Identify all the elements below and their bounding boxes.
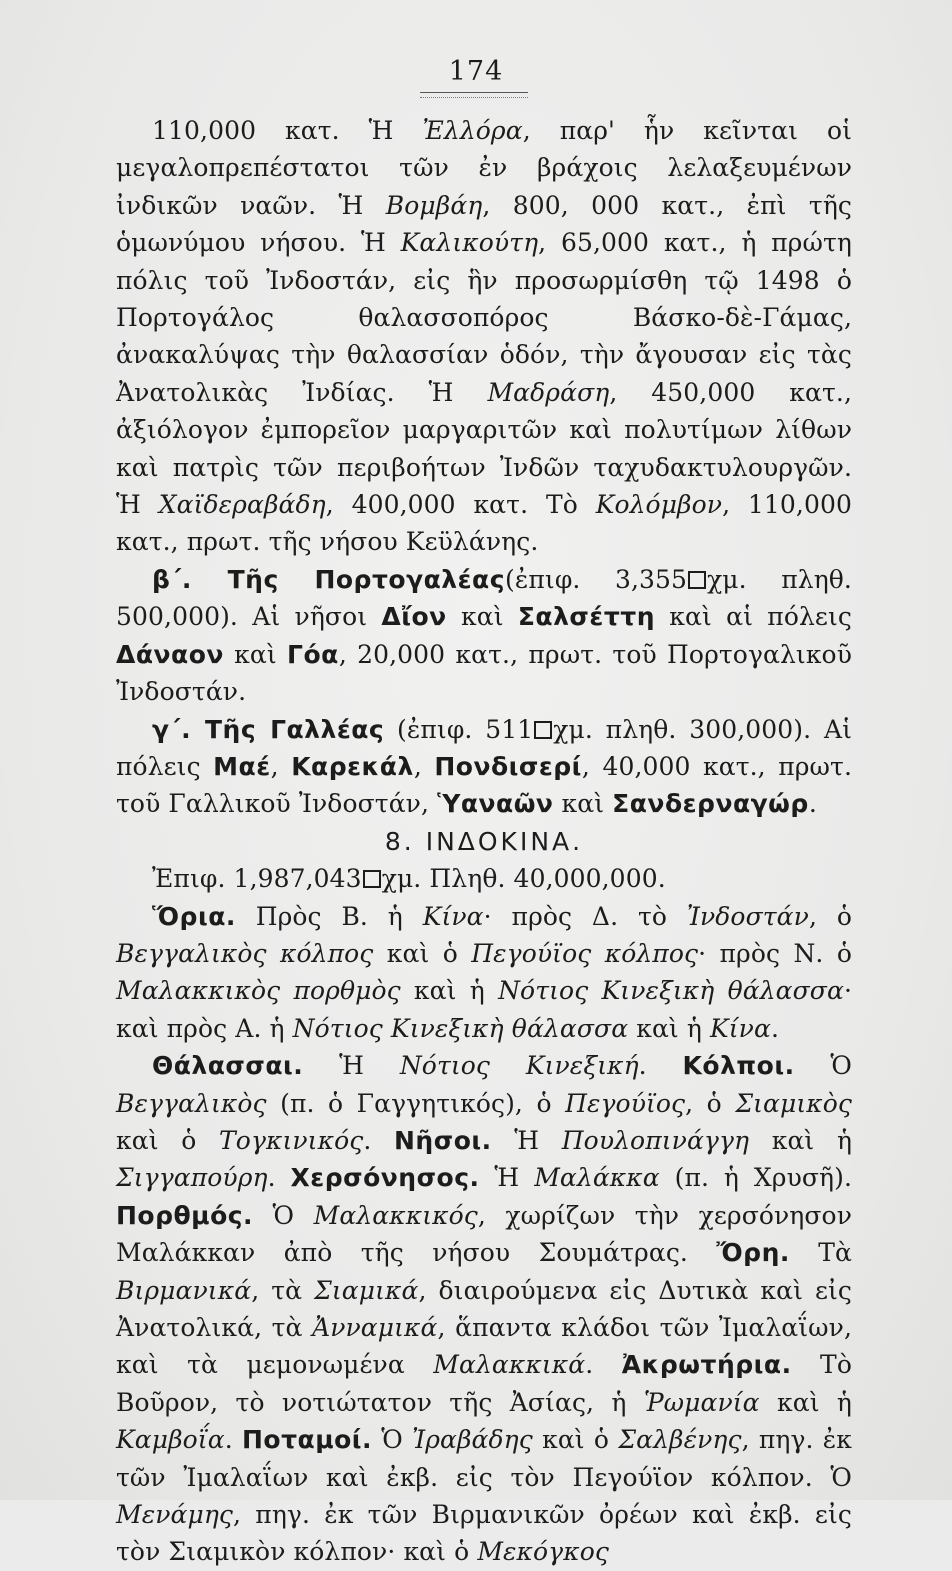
- bold-term: Σαλσέττη: [517, 602, 656, 632]
- paragraph-french-india: [116, 711, 852, 823]
- italic-place-name: Σαλβένης: [618, 1425, 742, 1455]
- italic-place-name: Κίνα: [422, 901, 484, 931]
- text-run: Τὸ Βοῦρον, τὸ νοτιώτατον τῆς Ἀσίας, ἡ: [116, 1350, 852, 1417]
- bold-term: Ὑαναῶν: [437, 789, 554, 819]
- bold-term: Γόα: [287, 639, 339, 669]
- text-run: χμ. Πληθ. 40,000,000.: [381, 864, 666, 894]
- paragraph-borders: [116, 898, 852, 1048]
- italic-place-name: Βεγγαλικὸς κόλπος: [116, 938, 374, 968]
- text-run: , διαιρούμενα εἰς Δυτικὰ καὶ εἰς Ἀνατολικά, τὰ: [116, 1275, 852, 1342]
- italic-place-name: Σιαμικὸς: [735, 1088, 852, 1118]
- text-run: , 20,000 κατ., πρωτ. τοῦ Πορτογαλικοῦ Ἰνδοστάν.: [116, 639, 852, 707]
- text-run: καὶ ἡ: [759, 1387, 852, 1417]
- bold-term: Πονδισερί: [434, 751, 582, 781]
- italic-place-name: Ἰνδοστάν: [686, 901, 809, 931]
- square-unit-icon: [534, 721, 552, 739]
- text-run: .: [224, 1425, 242, 1455]
- text-run: Ἡ: [491, 1125, 562, 1155]
- bold-term: Νῆσοι.: [394, 1125, 492, 1155]
- text-run: καὶ αἱ πόλεις: [655, 602, 852, 632]
- text-run: καὶ ὁ: [373, 938, 472, 968]
- italic-place-name: Μενάμης: [116, 1500, 234, 1530]
- bold-term: Πορθμός.: [116, 1200, 254, 1230]
- italic-place-name: Μαλακκικὸς πορθμὸς: [116, 976, 401, 1006]
- italic-place-name: Βομβάη: [385, 190, 483, 220]
- text-run: ,: [413, 751, 435, 781]
- bold-term: Καρεκάλ: [291, 751, 414, 781]
- text-run: Ἐπιφ. 1,987,043: [152, 864, 362, 894]
- italic-place-name: Μαλάκκα: [534, 1163, 660, 1193]
- bold-term: Κόλποι.: [682, 1051, 795, 1081]
- text-run: .: [808, 789, 817, 819]
- text-run: , παρ' ἧν κεῖνται οἱ μεγαλοπρεπέστατοι τῶν ἐν βράχοις λελαξευμένων ἰνδικῶν ναῶν. Ἡ: [116, 116, 852, 220]
- text-run: καὶ ἡ: [628, 1013, 710, 1043]
- bold-term: Δἴον: [381, 602, 447, 632]
- italic-place-name: Σιγγαπούρη: [116, 1163, 268, 1193]
- text-run: Ὁ: [253, 1200, 314, 1230]
- text-run: , 65,000 κατ., ἡ πρώτη πόλις τοῦ Ἰνδοστάν, εἰς ἣν προσωρμίσθη τῷ 1498 ὁ Πορτογάλος θαλασσοπόρος Βάσκο-δὲ-Γάμας, ἀνακαλύψας τὴν θαλασσίαν ὁδόν, τὴν ἄγουσαν εἰς τὰς Ἀνατολικὰς Ἰνδίας. Ἡ: [116, 228, 852, 407]
- text-run: , 450,000 κατ., ἀξιόλογον ἐμπορεῖον μαργαριτῶν καὶ πολυτίμων λίθων καὶ πατρὶς τῶν περιβοήτων Ἰνδῶν ταχυδακτυλουργῶν. Ἡ: [116, 377, 853, 520]
- bold-term: Ὄρη.: [716, 1238, 790, 1268]
- square-unit-icon: [363, 870, 381, 888]
- bold-term: Χερσόνησος.: [290, 1163, 480, 1193]
- italic-place-name: Σιαμικά: [314, 1275, 419, 1305]
- italic-place-name: Νότιος Κινεξικὴ θάλασσα: [498, 976, 844, 1006]
- italic-place-name: Νότιος Κινεξική: [399, 1051, 639, 1081]
- paragraph-portuguese-india: [116, 561, 852, 711]
- text-run: , ὁ: [808, 901, 852, 931]
- text-run: καὶ: [446, 602, 518, 632]
- paragraph-indian-cities: [116, 112, 852, 561]
- text-run: · καὶ πρὸς Α. ἡ: [116, 976, 852, 1043]
- text-run: , ὁ: [685, 1088, 736, 1118]
- page-number-rule: [420, 92, 528, 98]
- paragraph-area-population: [116, 860, 852, 897]
- italic-place-name: Ῥωμανία: [643, 1387, 760, 1417]
- italic-place-name: Μαλακκικά: [433, 1350, 586, 1380]
- text-run: καὶ ὁ: [116, 1125, 220, 1155]
- text-run: καὶ ὁ: [532, 1425, 619, 1455]
- italic-place-name: Καλικούτη: [400, 228, 539, 258]
- italic-place-name: Μαδράση: [487, 377, 610, 407]
- page-body: [116, 112, 852, 1571]
- text-run: Ὁ: [372, 1425, 413, 1455]
- italic-place-name: Μαλακκικός: [313, 1200, 478, 1230]
- bold-term: Θάλασσαι.: [152, 1051, 304, 1081]
- italic-place-name: Ἰραβάδης: [412, 1425, 533, 1455]
- italic-place-name: Ἐλλόρα: [422, 116, 523, 145]
- text-run: , 800, 000 κατ., ἐπὶ τῆς ὁμωνύμου νήσου. Ἡ: [116, 190, 852, 258]
- section-heading: 8. ΙΝΔΟΚΙΝΑ.: [384, 826, 584, 856]
- italic-place-name: Πεγούϊος: [565, 1088, 686, 1118]
- text-run: (ἐπιφ. 3,355: [505, 564, 688, 594]
- text-run: , πηγ. ἐκ τῶν Ἰμαλαΐων καὶ ἐκβ. εἰς τὸν Πεγούϊον κόλπον. Ὁ: [116, 1425, 853, 1492]
- text-run: , πηγ. ἐκ τῶν Βιρμανικῶν ὀρέων καὶ ἐκβ. εἰς τὸν Σιαμικὸν κόλπον· καὶ ὁ: [116, 1500, 852, 1567]
- text-run: Ὁ: [794, 1051, 852, 1081]
- text-run: , 400,000 κατ. Τὸ: [325, 490, 596, 520]
- text-run: 110,000 κατ. Ἡ: [152, 116, 423, 145]
- text-run: .: [585, 1350, 622, 1380]
- italic-place-name: Κολόμβον: [595, 490, 723, 520]
- text-run: , τὰ: [251, 1275, 315, 1305]
- text-run: , χωρίζων τὴν χερσόνησον Μαλάκκαν ἀπὸ τῆς νήσου Σουμάτρας.: [116, 1200, 852, 1268]
- text-run: , 40,000 κατ., πρωτ. τοῦ Γαλλικοῦ Ἰνδοστάν,: [116, 751, 853, 819]
- text-run: .: [770, 1013, 780, 1043]
- text-run: Πρὸς Β. ἡ: [235, 901, 423, 931]
- bold-term: Ὅρια.: [152, 901, 236, 931]
- italic-place-name: Πεγούϊος κόλπος: [471, 938, 699, 968]
- text-run: .: [267, 1163, 291, 1193]
- text-run: Ἡ: [303, 1051, 400, 1081]
- text-run: (ἐπιφ. 511: [384, 714, 534, 744]
- text-run: .: [638, 1051, 683, 1081]
- italic-place-name: Πουλοπινάγγη: [561, 1125, 750, 1155]
- text-run: · πρὸς Ν. ὁ: [698, 938, 852, 968]
- italic-place-name: Βεγγαλικὸς: [116, 1088, 267, 1118]
- page-number: 174: [448, 56, 504, 87]
- text-run: Τὰ: [789, 1238, 852, 1268]
- italic-place-name: Χαϊδεραβάδη: [158, 490, 326, 520]
- text-run: , 110,000 κατ., πρωτ. τῆς νήσου Κεϋλάνης.: [116, 490, 852, 557]
- italic-place-name: Νότιος Κινεξικὴ θάλασσα: [292, 1013, 629, 1043]
- text-run: καὶ ἡ: [749, 1125, 853, 1155]
- bold-term: γ΄. Τῆς Γαλλέας: [152, 714, 385, 744]
- italic-place-name: Κίνα: [710, 1013, 771, 1043]
- text-run: .: [363, 1125, 394, 1155]
- text-run: ,: [270, 751, 292, 781]
- text-run: Ἡ: [479, 1163, 535, 1193]
- text-run: χμ. πληθ. 300,000). Αἱ πόλεις: [116, 714, 853, 781]
- bold-term: Μαέ: [213, 751, 271, 781]
- text-run: χμ. πληθ. 500,000). Αἱ νῆσοι: [116, 564, 852, 632]
- text-run: καὶ: [553, 789, 613, 819]
- bold-term: Ἀκρωτήρια.: [621, 1350, 792, 1380]
- bold-term: β΄. Τῆς Πορτογαλέας: [152, 564, 506, 594]
- italic-place-name: Καμβοΐα: [116, 1425, 225, 1455]
- bold-term: Σανδερναγώρ: [612, 789, 809, 819]
- text-run: καὶ: [223, 639, 288, 669]
- italic-place-name: Τογκινικός: [219, 1125, 364, 1155]
- text-run: (π. ὁ Γαγγητικός), ὁ: [266, 1088, 566, 1118]
- square-unit-icon: [688, 571, 706, 589]
- italic-place-name: Ἀνναμικά: [312, 1313, 438, 1342]
- text-run: , ἅπαντα κλάδοι τῶν Ἰμαλαΐων, καὶ τὰ μεμονωμένα: [116, 1313, 853, 1380]
- italic-place-name: Μεκόγκος: [477, 1537, 609, 1567]
- text-run: καὶ ἡ: [400, 976, 499, 1006]
- paragraph-geography: [116, 1047, 852, 1571]
- bold-term: Ποταμοί.: [241, 1425, 373, 1455]
- text-run: · πρὸς Δ. τὸ: [483, 901, 687, 931]
- italic-place-name: Βιρμανικά: [116, 1275, 252, 1305]
- bold-term: Δάναον: [116, 639, 224, 669]
- text-run: (π. ἡ Χρυσῆ).: [659, 1163, 853, 1193]
